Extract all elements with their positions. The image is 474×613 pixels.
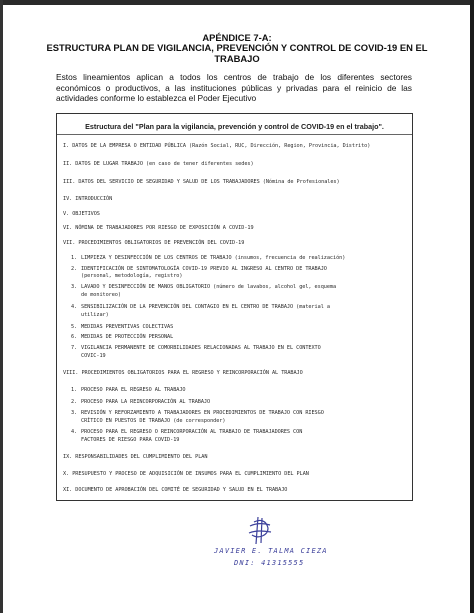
- section-vi: VI. NÓMINA DE TRABAJADORES POR RIESGO DE EXPOSICIÓN A COVID-19: [63, 225, 254, 231]
- vii-item-7: 7. VIGILANCIA PERMANENTE DE COMORBILIDADES RELACIONADAS AL TRABAJO EN EL CONTEXTO: [71, 345, 321, 351]
- section-i: I. DATOS DE LA EMPRESA O ENTIDAD PÚBLICA (Razón Social, RUC, Dirección, Region, Provincia, Distrito): [63, 143, 371, 149]
- item-number: 7.: [71, 345, 78, 351]
- vii-item-6: 6. MEDIDAS DE PROTECCIÓN PERSONAL: [71, 334, 174, 340]
- document-title: ESTRUCTURA PLAN DE VIGILANCIA, PREVENCIÓN Y CONTROL DE COVID-19 EN EL TRABAJO: [46, 42, 428, 64]
- intro-paragraph: Estos lineamientos aplican a todos los centros de trabajo de los diferentes sectores económicos o productivos, a las instituciones públicas y privadas para el reinicio de las actividades conforme lo establezca el Poder Ejecutivo: [56, 72, 412, 104]
- viii-item-3-cont: CRÍTICO EN PUESTOS DE TRABAJO (de corresponder): [81, 418, 226, 424]
- section-viii: VIII. PROCEDIMIENTOS OBLIGATORIOS PARA EL REGRESO Y REINCORPORACIÓN AL TRABAJO: [63, 370, 303, 376]
- vii-item-2-cont: (personal, metodología, registro): [81, 273, 183, 279]
- scan-edge-top: [0, 0, 474, 5]
- signatory-name: JAVIER E. TALMA CIEZA: [214, 547, 328, 555]
- section-ii: II. DATOS DE LUGAR TRABAJO (en caso de tener diferentes sedes): [63, 161, 254, 167]
- vii-item-3: 3. LAVADO Y DESINFECCIÓN DE MANOS OBLIGATORIO (número de lavabos, alcohol gel, esquema: [71, 284, 337, 290]
- item-number: 3.: [71, 284, 78, 290]
- item-number: 5.: [71, 324, 78, 330]
- item-number: 1.: [71, 387, 78, 393]
- vii-item-3-cont: de monitoreo): [81, 292, 121, 298]
- box-heading: Estructura del "Plan para la vigilancia, prevención y control de COVID-19 en el trabajo".: [85, 122, 384, 131]
- item-number: 6.: [71, 334, 78, 340]
- vii-item-4-cont: utilizar): [81, 312, 109, 318]
- section-x: X. PRESUPUESTO Y PROCESO DE ADQUISICIÓN DE INSUMOS PARA EL CUMPLIMIENTO DEL PLAN: [63, 471, 309, 477]
- vii-item-4: 4. SENSIBILIZACIÓN DE LA PREVENCIÓN DEL CONTAGIO EN EL CENTRO DE TRABAJO (material a: [71, 304, 330, 310]
- vii-item-1: 1. LIMPIEZA Y DESINFECCIÓN DE LOS CENTROS DE TRABAJO (insumos, frecuencia de realización): [71, 255, 346, 261]
- item-number: 4.: [71, 429, 78, 435]
- item-number: 2.: [71, 399, 78, 405]
- vii-item-2: 2. IDENTIFICACIÓN DE SINTOMATOLOGÍA COVID-19 PREVIO AL INGRESO AL CENTRO DE TRABAJO: [71, 266, 327, 272]
- section-iii: III. DATOS DEL SERVICIO DE SEGURIDAD Y SALUD DE LOS TRABAJADORES (Nómina de Profesionales): [63, 179, 340, 185]
- signature-scribble: [246, 516, 272, 546]
- item-number: 3.: [71, 410, 78, 416]
- appendix-label: APÉNDICE 7-A:: [202, 32, 272, 43]
- viii-item-3: 3. REVISIÓN Y REFORZAMIENTO A TRABAJADORES EN PROCEDIMIENTOS DE TRABAJO CON RIESGO: [71, 410, 324, 416]
- viii-item-4: 4. PROCESO PARA EL REGRESO O REINCORPORACIÓN AL TRABAJO DE TRABAJADORES CON: [71, 429, 303, 435]
- plan-structure-box: [56, 113, 413, 501]
- vii-item-5: 5. MEDIDAS PREVENTIVAS COLECTIVAS: [71, 324, 174, 330]
- section-ix: IX. RESPONSABILIDADES DEL CUMPLIMIENTO DEL PLAN: [63, 454, 208, 460]
- viii-item-2: 2. PROCESO PARA LA REINCORPORACIÓN AL TRABAJO: [71, 399, 211, 405]
- box-heading-rule: [57, 134, 412, 135]
- section-xi: XI. DOCUMENTO DE APROBACIÓN DEL COMITÉ DE SEGURIDAD Y SALUD EN EL TRABAJO: [63, 487, 288, 493]
- scan-edge-left: [0, 0, 3, 613]
- item-number: 2.: [71, 266, 78, 272]
- signatory-dni: DNI: 41315555: [234, 559, 305, 567]
- item-number: 4.: [71, 304, 78, 310]
- viii-item-1: 1. PROCESO PARA EL REGRESO AL TRABAJO: [71, 387, 186, 393]
- viii-item-4-cont: FACTORES DE RIESGO PARA COVID-19: [81, 437, 180, 443]
- section-iv: IV. INTRODUCCIÓN: [63, 196, 113, 202]
- scan-edge-right: [470, 0, 474, 613]
- item-number: 1.: [71, 255, 78, 261]
- section-vii: VII. PROCEDIMIENTOS OBLIGATORIOS DE PREVENCIÓN DEL COVID-19: [63, 240, 245, 246]
- section-v: V. OBJETIVOS: [63, 211, 100, 217]
- vii-item-7-cont: COVIC-19: [81, 353, 106, 359]
